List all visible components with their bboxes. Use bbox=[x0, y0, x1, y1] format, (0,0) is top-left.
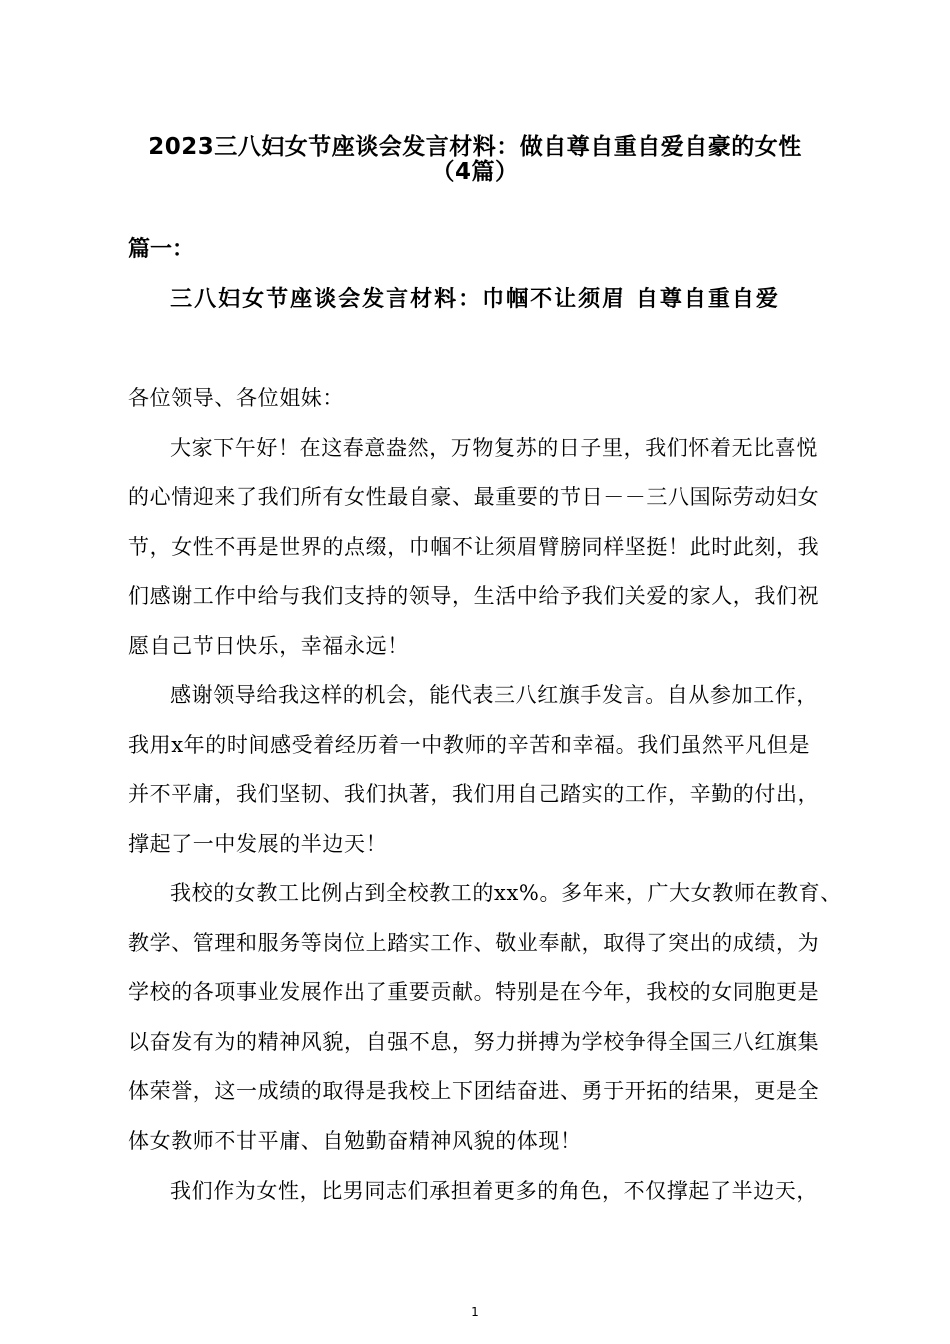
paragraph-line: 我们作为女性，比男同志们承担着更多的角色，不仅撑起了半边天， bbox=[170, 1179, 818, 1203]
page-number: 1 bbox=[471, 1305, 479, 1319]
paragraph-line: 我校的女教工比例占到全校教工的xx%。多年来，广大女教师在教育、 bbox=[170, 881, 842, 905]
paragraph-line: 学校的各项事业发展作出了重要贡献。特别是在今年，我校的女同胞更是 bbox=[128, 980, 820, 1004]
paragraph-line: 体荣誉，这一成绩的取得是我校上下团结奋进、勇于开拓的结果，更是全 bbox=[128, 1079, 820, 1103]
paragraph-line: 并不平庸，我们坚韧、我们执著，我们用自己踏实的工作，辛勤的付出， bbox=[128, 782, 820, 806]
section-subtitle: 三八妇女节座谈会发言材料：巾帼不让须眉 自尊自重自爱 bbox=[170, 287, 780, 312]
paragraph-line: 以奋发有为的精神风貌，自强不息，努力拼搏为学校争得全国三八红旗集 bbox=[128, 1030, 820, 1054]
section-label: 篇一： bbox=[128, 237, 195, 262]
paragraph-line: 感谢领导给我这样的机会，能代表三八红旗手发言。自从参加工作， bbox=[170, 683, 818, 707]
paragraph-line: 我用x年的时间感受着经历着一中教师的辛苦和幸福。我们虽然平凡但是 bbox=[128, 733, 811, 757]
paragraph-line: 体女教师不甘平庸、自勉勤奋精神风貌的体现！ bbox=[128, 1129, 582, 1153]
paragraph-line: 大家下午好！在这春意盎然，万物复苏的日子里，我们怀着无比喜悦 bbox=[170, 436, 818, 460]
paragraph-line: 教学、管理和服务等岗位上踏实工作、敬业奉献，取得了突出的成绩，为 bbox=[128, 931, 820, 955]
document-title-count: （4篇） bbox=[431, 159, 519, 185]
paragraph-line: 撑起了一中发展的半边天！ bbox=[128, 832, 388, 856]
paragraph-line: 们感谢工作中给与我们支持的领导，生活中给予我们关爱的家人，我们祝 bbox=[128, 584, 820, 608]
salutation: 各位领导、各位姐妹： bbox=[128, 386, 344, 410]
document-title: 2023三八妇女节座谈会发言材料：做自尊自重自爱自豪的女性 bbox=[148, 134, 802, 160]
paragraph-line: 愿自己节日快乐，幸福永远！ bbox=[128, 634, 409, 658]
paragraph-line: 的心情迎来了我们所有女性最自豪、最重要的节日－－三八国际劳动妇女 bbox=[128, 485, 820, 509]
paragraph-line: 节，女性不再是世界的点缀，巾帼不让须眉臂膀同样坚挺！此时此刻，我 bbox=[128, 535, 820, 559]
